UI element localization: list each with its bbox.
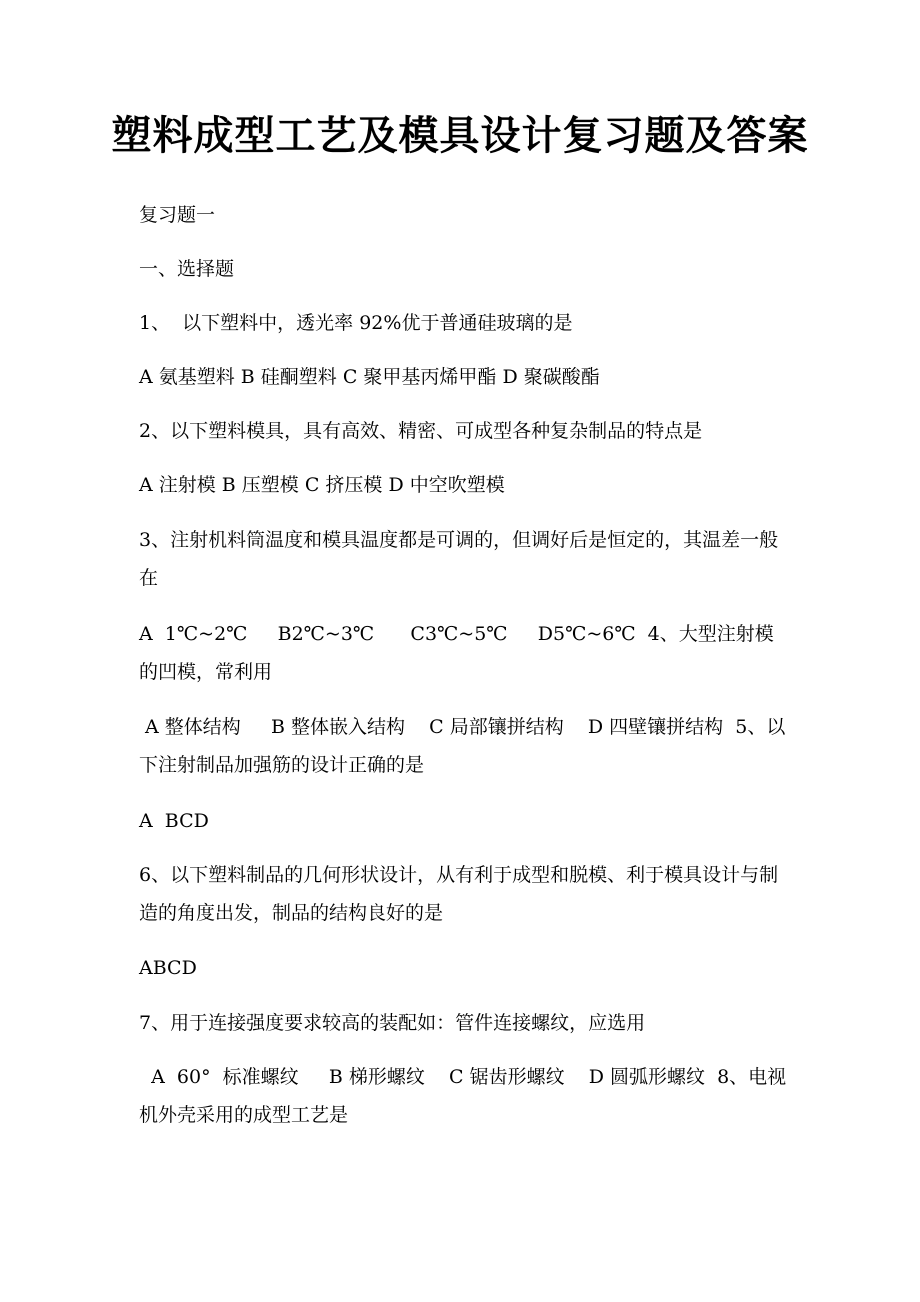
question-7-options-question-8: A 60° 标准螺纹 B 梯形螺纹 C 锯齿形螺纹 D 圆弧形螺纹 8、电视机外壳采用的成型工艺是 bbox=[139, 1066, 787, 1126]
question-7: 7、用于连接强度要求较高的装配如：管件连接螺纹，应选用 bbox=[139, 1012, 646, 1034]
question-5-options: A BCD bbox=[139, 810, 209, 832]
question-3: 3、注射机料筒温度和模具温度都是可调的，但调好后是恒定的，其温差一般在 bbox=[139, 529, 779, 589]
question-2: 2、以下塑料模具，具有高效、精密、可成型各种复杂制品的特点是 bbox=[139, 420, 703, 442]
question-2-options: A 注射模 B 压塑模 C 挤压模 D 中空吹塑模 bbox=[139, 474, 505, 496]
question-1: 1、 以下塑料中，透光率 92%优于普通硅玻璃的是 bbox=[139, 312, 573, 334]
section-heading-review-1: 复习题一 bbox=[139, 204, 216, 226]
document-title: 塑料成型工艺及模具设计复习题及答案 bbox=[111, 112, 809, 159]
section-heading-choice: 一、选择题 bbox=[139, 258, 235, 280]
question-6: 6、以下塑料制品的几何形状设计，从有利于成型和脱模、利于模具设计与制造的角度出发，制品的结构良好的是 bbox=[139, 864, 779, 924]
question-4-options-question-5: A 整体结构 B 整体嵌入结构 C 局部镶拼结构 D 四壁镶拼结构 5、以下注射制品加强筋的设计正确的是 bbox=[139, 716, 786, 776]
question-6-options: ABCD bbox=[139, 957, 197, 979]
question-3-options-question-4: A 1℃~2℃ B2℃~3℃ C3℃~5℃ D5℃~6℃ 4、大型注射模的凹模，常利用 bbox=[139, 623, 774, 683]
question-1-options: A 氨基塑料 B 硅酮塑料 C 聚甲基丙烯甲酯 D 聚碳酸酯 bbox=[139, 366, 600, 388]
